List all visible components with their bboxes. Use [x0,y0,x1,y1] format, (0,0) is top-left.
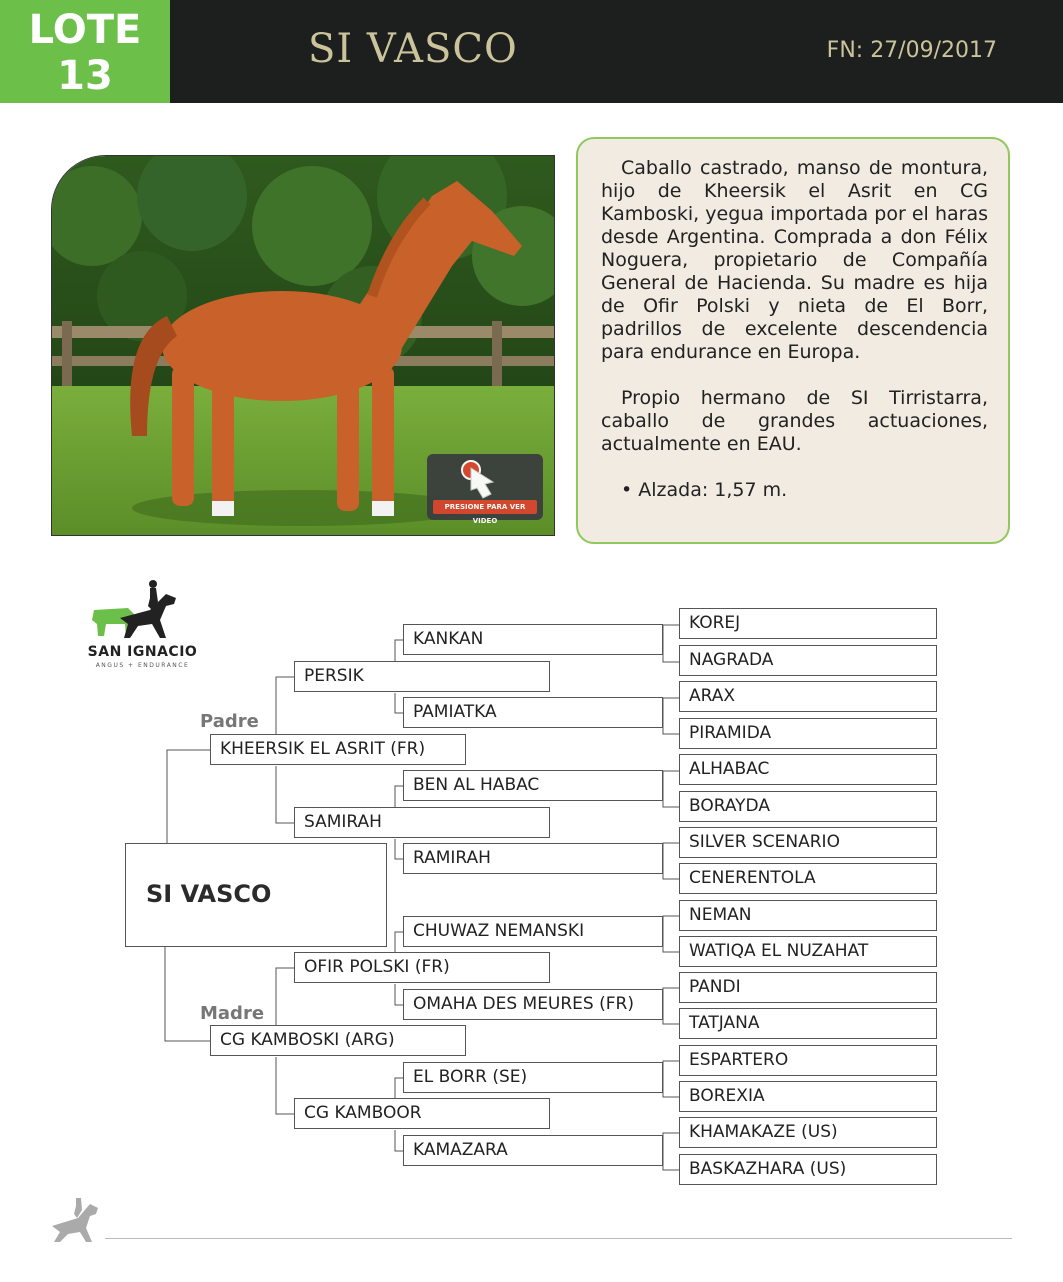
pedigree-gen4-8: CENERENTOLA [679,863,937,894]
description-paragraph-2: Propio hermano de SI Tirristarra, caballo de grandes actuaciones, actualmente en EAU. [601,387,988,455]
pedigree-gen4-12: TATJANA [679,1008,937,1039]
pedigree-gen4-1: KOREJ [679,608,937,639]
pedigree-gen4-15: KHAMAKAZE (US) [679,1117,937,1148]
pedigree-gen3-6: OMAHA DES MEURES (FR) [403,989,663,1020]
pedigree-dam: CG KAMBOSKI (ARG) [210,1025,466,1056]
pedigree-gen2-2: SAMIRAH [294,807,550,838]
pedigree-gen3-7: EL BORR (SE) [403,1062,663,1093]
pedigree-gen2-4: CG KAMBOOR [294,1098,550,1129]
pedigree-gen3-8: KAMAZARA [403,1135,663,1166]
footer-divider [105,1238,1012,1239]
pedigree-gen4-14: BOREXIA [679,1081,937,1112]
rider-footer-icon [48,1196,104,1246]
logo-subtitle: ANGUS + ENDURANCE [95,662,190,669]
pedigree-gen4-10: WATIQA EL NUZAHAT [679,936,937,967]
madre-label: Madre [200,1003,265,1024]
lot-label: LOTE [28,7,142,53]
horse-name-title: SI VASCO [308,26,518,72]
pedigree-gen3-2: PAMIATKA [403,697,663,728]
pedigree-gen3-3: BEN AL HABAC [403,770,663,801]
pedigree-gen4-5: ALHABAC [679,754,937,785]
pedigree-sire: KHEERSIK EL ASRIT (FR) [210,734,466,765]
pedigree-gen4-13: ESPARTERO [679,1045,937,1076]
birth-date: FN: 27/09/2017 [826,38,997,63]
lot-number: 13 [57,53,113,99]
pedigree-gen4-3: ARAX [679,681,937,712]
pedigree-gen3-5: CHUWAZ NEMANSKI [403,916,663,947]
logo-name: SAN IGNACIO [87,644,198,660]
pedigree-gen3-4: RAMIRAH [403,843,663,874]
pedigree-gen4-7: SILVER SCENARIO [679,827,937,858]
pedigree-gen4-4: PIRAMIDA [679,718,937,749]
pedigree-subject: SI VASCO [125,843,387,947]
description-paragraph-1: Caballo castrado, manso de montura, hijo de Kheersik el Asrit en CG Kamboski, yegua importada por el haras desde Argentina. Comprada a don Félix Noguera, propietario de Compañía General de Hacienda. Su madre es hija de Ofir Polski y nieta de El Borr, padrillos de excelente descendencia para endurance en Europa. [601,157,988,363]
pedigree-gen2-3: OFIR POLSKI (FR) [294,952,550,983]
watch-video-label: PRESIONE PARA VER VIDEO [433,500,537,514]
padre-label: Padre [200,711,259,732]
pedigree-gen4-2: NAGRADA [679,645,937,676]
pedigree-gen4-6: BORAYDA [679,791,937,822]
pedigree-gen2-1: PERSIK [294,661,550,692]
pedigree-gen3-1: KANKAN [403,624,663,655]
pedigree-gen4-9: NEMAN [679,900,937,931]
height-bullet: • Alzada: 1,57 m. [621,479,788,501]
pedigree-gen4-16: BASKAZHARA (US) [679,1154,937,1185]
pedigree-gen4-11: PANDI [679,972,937,1003]
